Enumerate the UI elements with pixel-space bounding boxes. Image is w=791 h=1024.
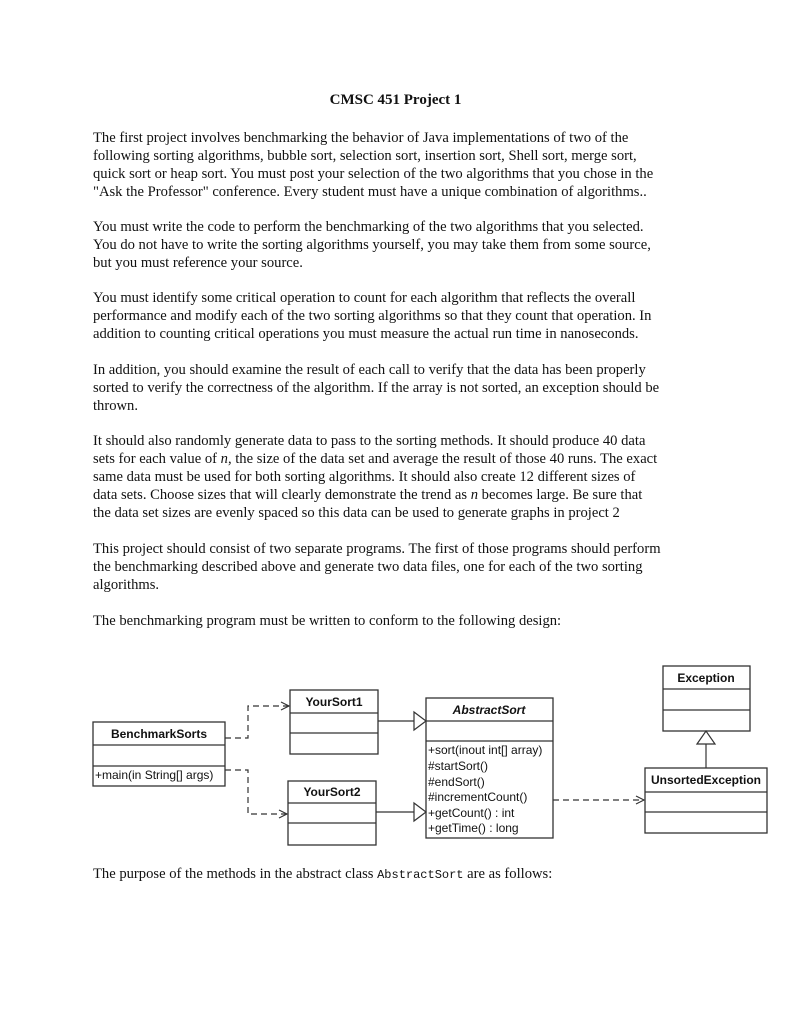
text-line: thrown.: [93, 398, 138, 414]
page-title: CMSC 451 Project 1: [329, 92, 462, 108]
text-line: following sorting algorithms, bubble sort, selection sort, insertion sort, Shell sort, merge sort,: [93, 148, 637, 164]
yoursort2-name: YourSort2: [303, 785, 361, 799]
paragraph-methods-intro: [93, 865, 733, 884]
dependency-arrow-yoursort2: [225, 770, 287, 814]
text-line: The first project involves benchmarking the behavior of Java implementations of two of the: [93, 130, 629, 146]
benchmarksorts-method: +main(in String[] args): [95, 768, 214, 782]
text-line: but you must reference your source.: [93, 255, 303, 271]
italic-variable: n: [470, 487, 479, 503]
abstractsort-name: AbstractSort: [452, 703, 526, 717]
text-line: the data set sizes are evenly spaced so this data can be used to generate graphs in project 2: [93, 505, 620, 521]
abstractsort-method: #incrementCount(): [428, 790, 528, 804]
italic-variable: n: [220, 451, 228, 467]
text-line: In addition, you should examine the result of each call to verify that the data has been properly: [93, 362, 646, 378]
text-segment: data sets. Choose sizes that will clearly demonstrate the trend as: [93, 487, 471, 503]
text-segment: are as follows:: [463, 866, 553, 882]
benchmarksorts-name: BenchmarkSorts: [110, 727, 208, 741]
dependency-arrow-yoursort1: [225, 706, 289, 738]
text-line: "Ask the Professor" conference. Every student must have a unique combination of algorithms..: [93, 184, 647, 200]
inheritance-triangle-icon: [697, 731, 715, 744]
text-line: [93, 865, 733, 884]
abstractsort-method: #startSort(): [428, 759, 489, 773]
text-segment: sets for each value of: [93, 451, 221, 467]
text-line: the benchmarking described above and generate two data files, one for each of the two sorting: [93, 559, 643, 575]
abstractsort-method: #endSort(): [428, 775, 485, 789]
text-line: performance and modify each of the two sorting algorithms so that they count that operation. In: [93, 308, 652, 324]
exception-name: Exception: [677, 671, 735, 685]
text-line: It should also randomly generate data to pass to the sorting methods. It should produce 40 data: [93, 433, 646, 449]
text-line: algorithms.: [93, 577, 160, 593]
abstractsort-method: +sort(inout int[] array): [428, 743, 543, 757]
text-line: You must identify some critical operation to count for each algorithm that reflects the overall: [93, 290, 636, 306]
text-line: sorted to verify the correctness of the algorithm. If the array is not sorted, an exception should be: [93, 380, 660, 396]
text-segment: , the size of the data set and average the result of those 40 runs. The exact: [227, 451, 658, 467]
unsortedexception-name: UnsortedException: [650, 773, 762, 787]
text-line: addition to counting critical operations you must measure the actual run time in nanoseconds.: [93, 326, 639, 342]
text-line: The benchmarking program must be written to conform to the following design:: [93, 613, 562, 629]
yoursort1-name: YourSort1: [305, 695, 363, 709]
text-line: This project should consist of two separate programs. The first of those programs should perform: [93, 541, 661, 557]
text-line: quick sort or heap sort. You must post your selection of the two algorithms that you chose in the: [93, 166, 654, 182]
abstractsort-method: +getTime() : long: [428, 821, 519, 835]
inheritance-triangle-icon: [414, 803, 426, 821]
code-class-name: AbstractSort: [377, 868, 464, 882]
text-line: You do not have to write the sorting algorithms yourself, you may take them from some source,: [93, 237, 651, 253]
abstractsort-method: +getCount() : int: [428, 806, 515, 820]
inheritance-triangle-icon: [414, 712, 426, 730]
text-line: same data must be used for both sorting algorithms. It should also create 12 different sizes of: [93, 469, 636, 485]
text-segment: The purpose of the methods in the abstract class: [93, 866, 378, 882]
text-line: You must write the code to perform the benchmarking of the two algorithms that you selected.: [93, 219, 644, 235]
text-segment: becomes large. Be sure that: [478, 487, 643, 503]
